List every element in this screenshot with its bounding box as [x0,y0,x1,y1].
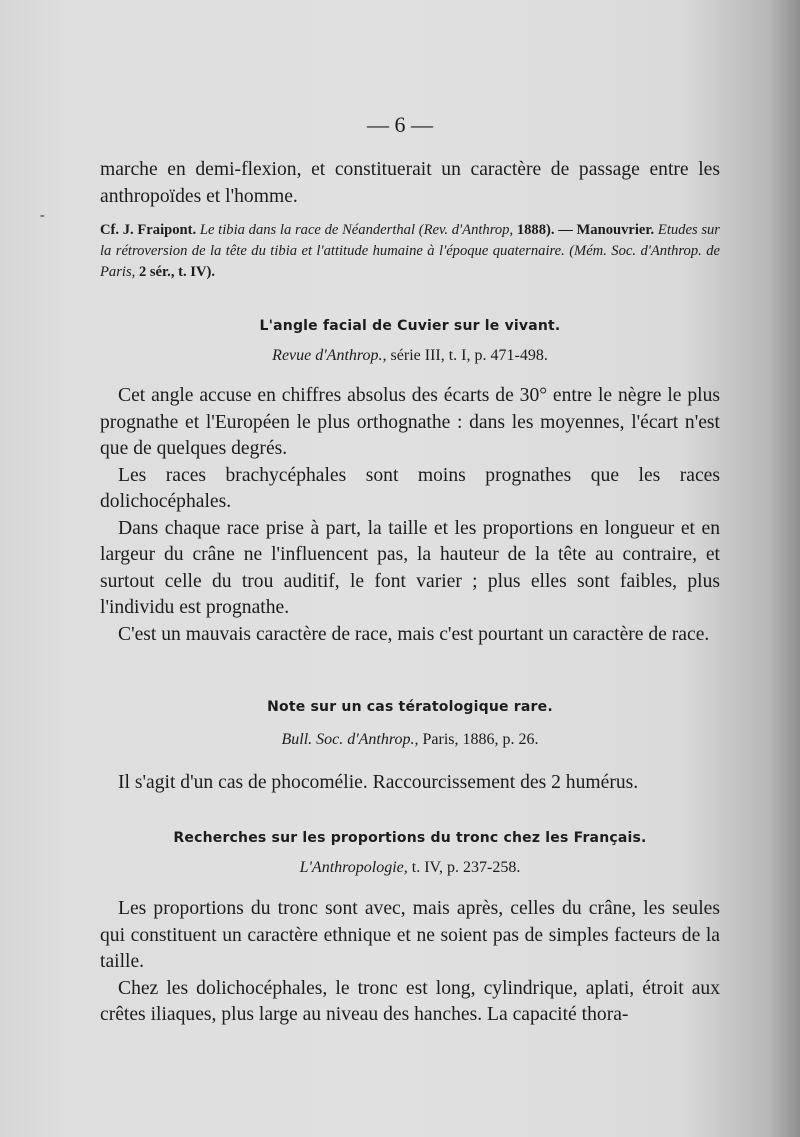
citation-prefix: Cf. J. Fraipont. [100,222,197,238]
paragraph: Il s'agit d'un cas de phocomélie. Raccourcissement des 2 humérus. [118,772,639,793]
intro-paragraph: marche en demi-flexion, et constituerait un caractère de passage entre les anthropoïdes et l'homme. [100,159,720,207]
paragraph: Dans chaque race prise à part, la taille et les proportions en longueur et en largeur du crâne ne l'influencent pas, la hauteur de la tête au contraire, et surtout celle du trou auditif, le font varier ; plus elles sont faibles, plus l'individu est prognathe. [100,517,720,618]
paragraph: Les races brachycéphales sont moins prognathes que les races dolichocéphales. [100,464,720,512]
ref-journal: L'Anthropologie, [299,859,408,876]
ref-details: t. IV, p. 237-258. [411,859,521,876]
section-ref-tronc [100,859,720,877]
margin-dash-mark: - [40,208,45,223]
ref-details: série III, t. I, p. 471-498. [390,347,548,364]
section-body-teratologique [100,770,720,797]
paragraph: Cet angle accuse en chiffres absolus des écarts de 30° entre le nègre le plus prognathe et l'Européen le plus orthognathe : dans les moyennes, l'écart n'est que de quelques degrés. [100,385,720,459]
ref-details: Paris, 1886, p. 26. [422,731,539,748]
page-number: — 6 — [367,112,433,137]
citation-source-1: (Rev. d'Anthrop, [418,222,514,238]
citation-title-1: Le tibia dans la race de Néanderthal [199,222,416,238]
citation-title-2: Etudes sur la rétroversion de la tête du tibia et l'attitude humaine à l'époque quaternaire. (Mém. Soc. d'Anthrop. de Paris, [100,222,720,280]
citation-year-1: 1888). — Manouvrier. [516,222,655,238]
ref-journal: Bull. Soc. d'Anthrop., [281,731,419,748]
paragraph: Chez les dolichocéphales, le tronc est long, cylindrique, aplati, étroit aux crêtes iliaques, plus large au niveau des hanches. La capacité thora- [100,977,720,1025]
section-body-tronc [100,896,720,1029]
section-ref-cuvier [100,347,720,365]
citation-tail-2: 2 sér., t. IV). [138,264,216,280]
paragraph: Les proportions du tronc sont avec, mais après, celles du crâne, les seules qui constituent un caractère ethnique et ne soient pas de simples facteurs de la taille. [100,898,720,972]
section-heading-cuvier: L'angle facial de Cuvier sur le vivant. [259,318,561,334]
section-heading-tronc: Recherches sur les proportions du tronc chez les Français. [173,830,647,846]
ref-journal: Revue d'Anthrop., [272,347,387,364]
paragraph: C'est un mauvais caractère de race, mais c'est pourtant un caractère de race. [118,623,710,645]
intro-paragraph-block [100,157,720,210]
section-ref-teratologique [100,731,720,749]
section-heading-teratologique: Note sur un cas tératologique rare. [267,699,553,715]
section-body-cuvier [100,383,720,648]
citation-note [100,220,720,283]
